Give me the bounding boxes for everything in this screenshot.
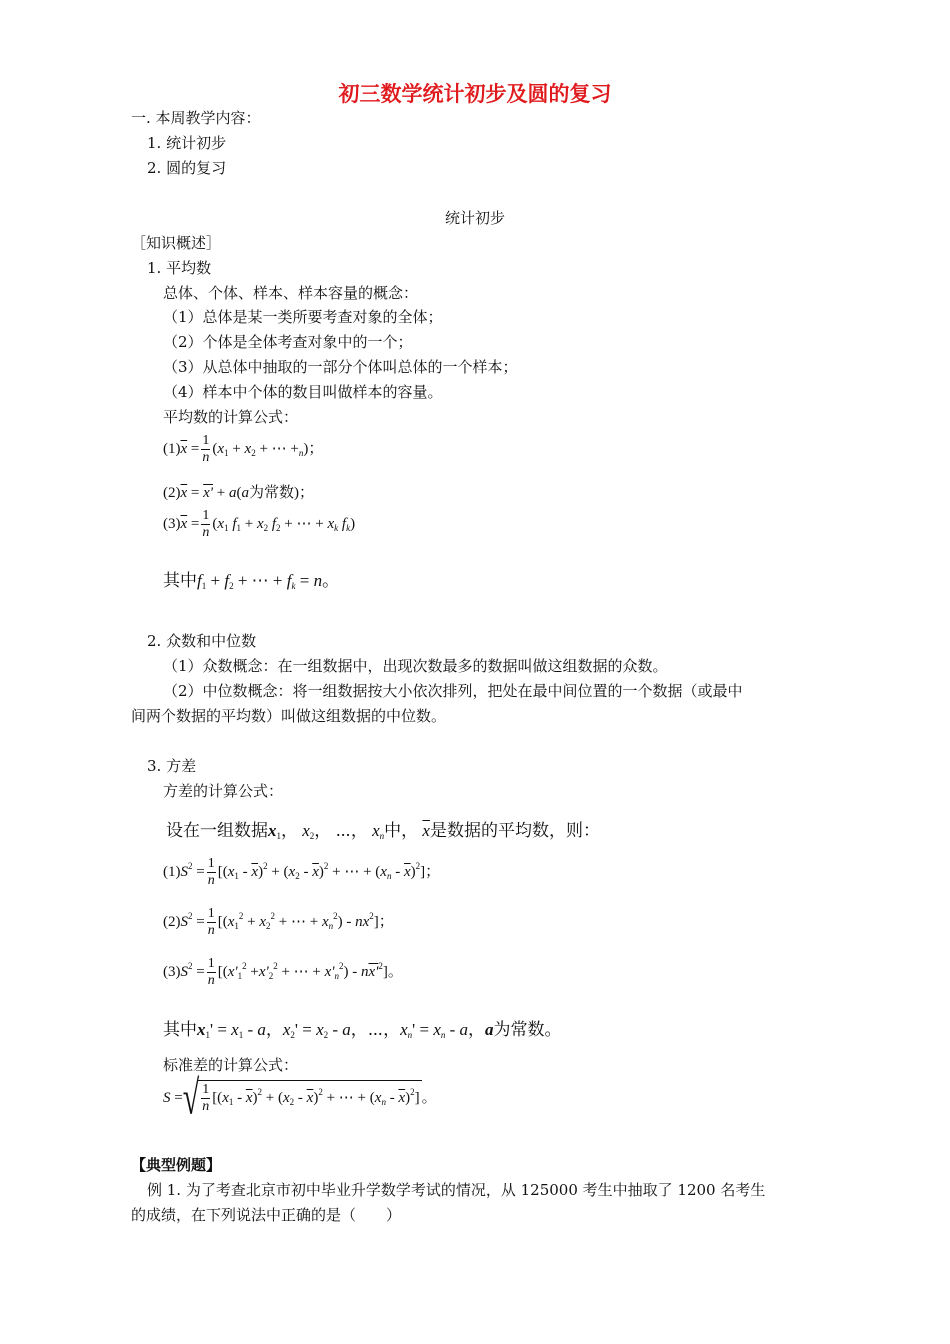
variance-setup: 设在一组数据$x_1$， $x_2$， ⋯， $x_n$中， $\overline{x}$是数据的平均数，则： — [166, 821, 600, 841]
mode-definition: （1）众数概念：在一组数据中，出现次数最多的数据叫做这组数据的众数。 — [163, 657, 668, 675]
mean-formula-4: 其中$f_1 + f_2$ + ⋯ + $f_k = n$。 — [163, 571, 340, 591]
mean-formula-label: 平均数的计算公式： — [163, 408, 299, 426]
intro-item-1: 1. 统计初步 — [147, 134, 227, 152]
mode-median-heading: 2. 众数和中位数 — [147, 632, 257, 650]
overview-label: ［知识概述］ — [131, 234, 222, 252]
example-1-line-1: 例 1. 为了考查北京市初中毕业升学数学考试的情况，从 125000 考生中抽取了 1200 名考生 — [147, 1181, 766, 1199]
mean-heading: 1. 平均数 — [147, 259, 212, 277]
mean-formula-3: $(3)\overline{x}$ = $\frac{1}{n}$ ($x_1$ $f_1 + x_2$ $f_2$ + ⋯ + $x_k$ $f_k$) — [163, 508, 356, 540]
section-title: 统计初步 — [444, 209, 505, 227]
mean-concept-2: （2）个体是全体考查对象中的一个； — [163, 333, 413, 351]
variance-formula-1: $(1)S^2$ = $\frac{1}{n}$ [$(x_1 - \overline{x})^2 + (x_2 - \overline{x})^2$ + ⋯ + $(x_n - \overline{x})^2$]； — [163, 856, 441, 888]
mean-concept-1: （1）总体是某一类所要考查对象的全体； — [163, 308, 443, 326]
page-title: 初三数学统计初步及圆的复习 — [338, 82, 612, 106]
mean-formula-2: $(2)\overline{x} = x' + a(a$为常数)； — [163, 485, 314, 501]
mean-formula-1: $(1)\overline{x}$ = $\frac{1}{n}$ ($x_1 + x_2$ + ⋯ $+_n$)； — [163, 433, 324, 465]
variance-formula-label: 方差的计算公式： — [163, 782, 284, 800]
variance-formula-2: $(2)S^2$ = $\frac{1}{n}$ [($x_1^2 + x_2^2$ + ⋯ + $x_n^2) - nx^2$]； — [163, 906, 394, 938]
intro-item-2: 2. 圆的复习 — [147, 159, 227, 177]
median-definition-line-1: （2）中位数概念：将一组数据按大小依次排列，把处在最中间位置的一个数据（或最中 — [163, 682, 743, 700]
intro-heading: 一. 本周教学内容： — [131, 109, 261, 127]
median-definition-line-2: 间两个数据的平均数）叫做这组数据的中位数。 — [131, 707, 447, 725]
variance-heading: 3. 方差 — [147, 757, 197, 775]
std-formula: S =√ $\frac{1}{n}$ [$(x_1 - \overline{x})^2 + (x_2 - \overline{x})^2$ + ⋯ + $(x_n - \overline{x})^2$] 。 — [163, 1071, 437, 1125]
mean-concepts-intro: 总体、个体、样本、样本容量的概念： — [163, 284, 419, 302]
mean-concept-3: （3）从总体中抽取的一部分个体叫总体的一个样本； — [163, 358, 518, 376]
std-formula-label: 标准差的计算公式： — [163, 1056, 299, 1074]
variance-formula-3: $(3)S^2$ = $\frac{1}{n}$ [($x'_1^2 +x'_2^2$ + ⋯ + $x'_n^2) - nx'^2$]。 — [163, 956, 403, 988]
variance-where: 其中$x_1' = x_1 - a$，$x_2' = x_2 - a$，⋯，$x_n' = x_n - a$，a为常数。 — [163, 1020, 562, 1040]
mean-concept-4: （4）样本中个体的数目叫做样本的容量。 — [163, 383, 443, 401]
example-1-line-2: 的成绩，在下列说法中正确的是（ ） — [131, 1206, 402, 1224]
examples-heading: 【典型例题】 — [131, 1156, 222, 1174]
